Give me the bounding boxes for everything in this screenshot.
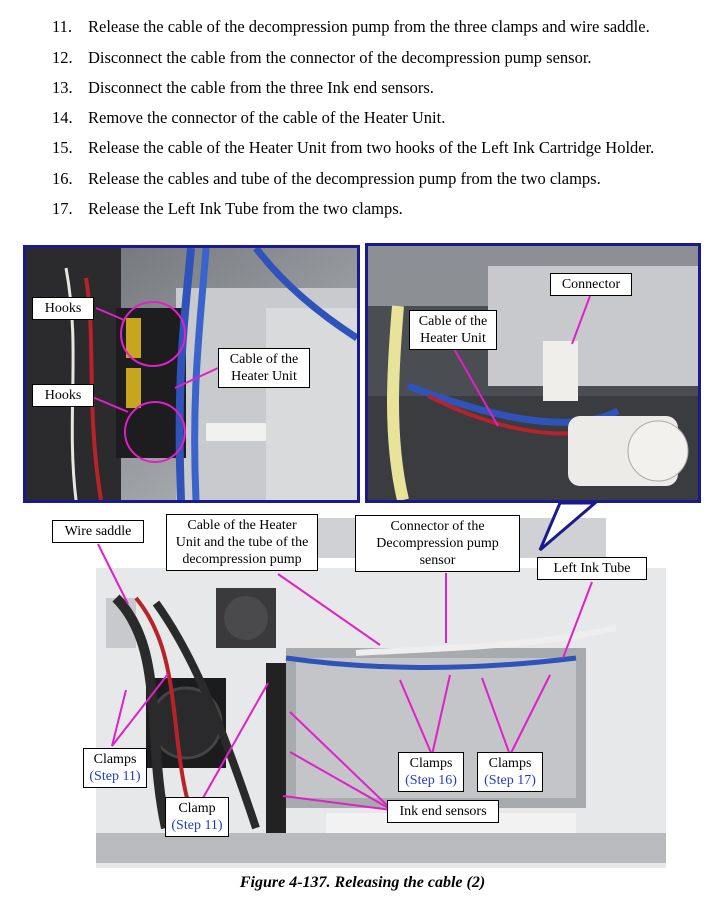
step-13: 13. Disconnect the cable from the three Ink end sensors. (52, 78, 434, 97)
hook-circle-top (121, 302, 185, 366)
label-connector-sensor: Connector of the Decompression pump sensor (355, 515, 520, 572)
step-17: 17. Release the Left Ink Tube from the two clamps. (52, 199, 403, 218)
label-wire-saddle: Wire saddle (52, 520, 144, 543)
step-11: 11. Release the cable of the decompression pump from the three clamps and wire saddle. (52, 17, 650, 36)
label-clamp-step11: Clamp (Step 11) (165, 797, 229, 837)
label-cable-heater-left: Cable of the Heater Unit (218, 348, 310, 388)
hook-circle-bottom (125, 402, 185, 462)
label-hooks-bottom: Hooks (32, 384, 94, 407)
label-connector: Connector (550, 273, 632, 296)
step-12: 12. Disconnect the cable from the connector of the decompression pump sensor. (52, 48, 592, 67)
label-ink-end-sensors: Ink end sensors (387, 800, 499, 823)
figure-caption: Figure 4-137. Releasing the cable (2) (239, 874, 486, 891)
label-cable-and-tube: Cable of the Heater Unit and the tube of the decompression pump (166, 514, 318, 571)
label-clamps-step11: Clamps (Step 11) (83, 748, 147, 788)
label-clamps-step17: Clamps (Step 17) (477, 752, 543, 792)
label-clamps-step16: Clamps (Step 16) (398, 752, 464, 792)
step-14: 14. Remove the connector of the cable of the Heater Unit. (52, 108, 446, 127)
step-15: 15. Release the cable of the Heater Unit from two hooks of the Left Ink Cartridge Holder. (52, 138, 655, 157)
label-hooks-top: Hooks (32, 297, 94, 320)
step-16: 16. Release the cables and tube of the decompression pump from the two clamps. (52, 169, 601, 188)
label-cable-heater-right: Cable of the Heater Unit (409, 310, 497, 350)
label-left-ink-tube: Left Ink Tube (537, 557, 647, 580)
